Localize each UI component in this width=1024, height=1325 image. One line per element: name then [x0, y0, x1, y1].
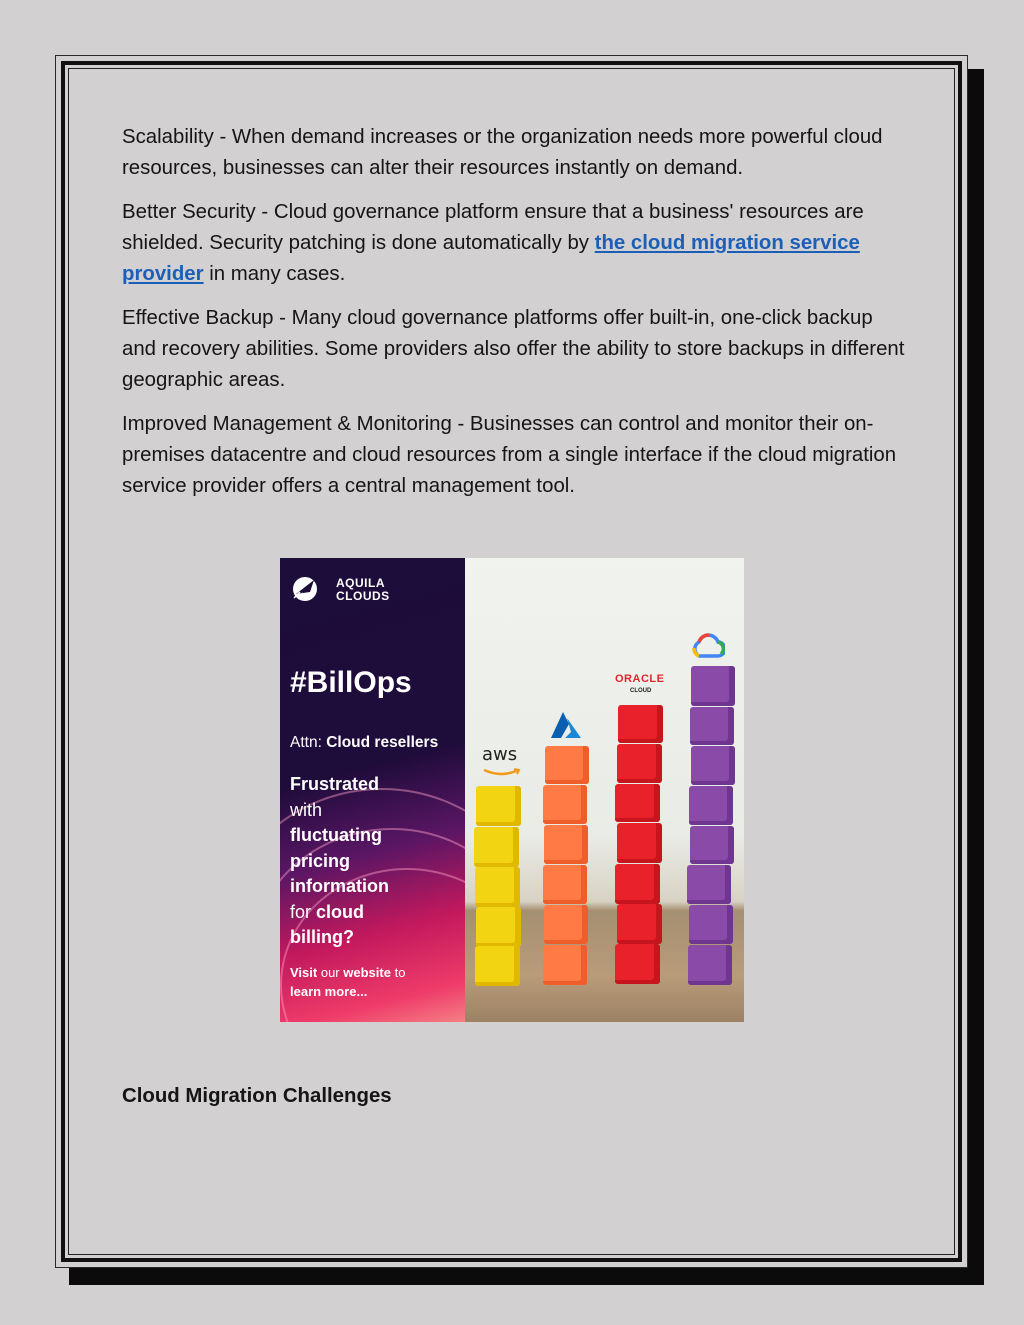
oracle-cloud-text: CLOUD: [630, 688, 652, 694]
aws-block: [476, 786, 521, 826]
aquila-eagle-icon: [290, 572, 320, 602]
ad-message: [290, 772, 389, 951]
attn-audience: Cloud resellers: [326, 734, 439, 751]
oracle-logo-text: ORACLE: [615, 673, 665, 685]
logo-line-2: CLOUDS: [336, 589, 390, 603]
azure-block: [543, 785, 587, 824]
oracle-block: [617, 904, 662, 944]
logo-line-1: AQUILA: [336, 576, 385, 590]
gcp-block: [690, 826, 734, 864]
azure-block: [544, 825, 588, 864]
oracle-block: [617, 744, 662, 783]
msg-line: billing?: [290, 927, 354, 947]
gcp-block: [691, 746, 735, 785]
msg-line: [290, 900, 389, 926]
body-text: [122, 122, 912, 515]
msg-line: information: [290, 876, 389, 896]
cta-website: website: [343, 965, 391, 980]
oracle-block: [618, 705, 663, 743]
section-heading: Cloud Migration Challenges: [122, 1085, 392, 1107]
attn-prefix: Attn:: [290, 734, 322, 751]
paragraph-security-tail: in many cases.: [203, 263, 346, 285]
msg-line: with: [290, 799, 323, 820]
paragraph-security-text: Better Security - Cloud governance platform ensure that a business' resources are shielded. Security patching is done automatically by: [122, 201, 864, 254]
azure-block: [544, 905, 588, 944]
cta-our: our: [320, 965, 340, 980]
gcp-block: [691, 666, 735, 706]
cloud-migration-provider-link[interactable]: the cloud migration service provider: [122, 232, 860, 285]
msg-line: fluctuating: [290, 825, 382, 845]
oracle-block: [615, 944, 660, 984]
azure-block: [543, 945, 587, 985]
gcp-block: [688, 945, 732, 985]
ad-left-panel: [280, 558, 465, 1022]
paragraph-management: Improved Management & Monitoring - Businesses can control and monitor their on-premises datacentre and cloud resources from a single interface if the cloud migration service provider offers a central management tool.: [122, 413, 897, 497]
gcp-block: [689, 905, 733, 944]
ad-photo-blocks: [465, 558, 744, 1022]
paragraph-scalability: Scalability - When demand increases or the organization needs more powerful cloud resources, businesses can alter their resources instantly on demand.: [122, 126, 883, 179]
aws-block: [475, 867, 520, 907]
aws-logo-text: aws: [482, 744, 518, 765]
ad-title: #BillOps: [290, 666, 412, 699]
gcp-block: [690, 707, 734, 745]
cta-to: to: [394, 965, 406, 980]
google-cloud-icon: [691, 632, 725, 660]
aws-block: [476, 907, 521, 947]
azure-block: [545, 746, 589, 784]
msg-cloud: cloud: [316, 901, 365, 922]
paragraph-security: [122, 197, 912, 290]
oracle-block: [615, 864, 660, 904]
azure-logo-icon: [547, 710, 583, 740]
aws-smile-icon: [482, 768, 522, 778]
aws-block: [475, 946, 520, 986]
billops-ad-image: [280, 558, 744, 1022]
oracle-block: [617, 823, 662, 863]
msg-line: Frustrated: [290, 774, 380, 794]
ad-attn: [290, 734, 438, 752]
page: [55, 55, 968, 1268]
msg-line: pricing: [290, 850, 351, 871]
ad-cta: [290, 963, 405, 1001]
gcp-block: [689, 786, 733, 825]
oracle-block: [615, 784, 660, 822]
msg-for: for: [290, 901, 312, 922]
azure-block: [543, 865, 587, 904]
gcp-block: [687, 865, 731, 904]
cta-learn-more: learn more...: [290, 984, 368, 999]
aws-block: [474, 827, 519, 867]
aquila-logo-text: [336, 577, 390, 603]
cta-visit: Visit: [290, 965, 318, 980]
paragraph-backup: Effective Backup - Many cloud governance platforms offer built-in, one-click backup and recovery abilities. Some providers also offer the ability to store backups in different geographic areas.: [122, 307, 905, 391]
